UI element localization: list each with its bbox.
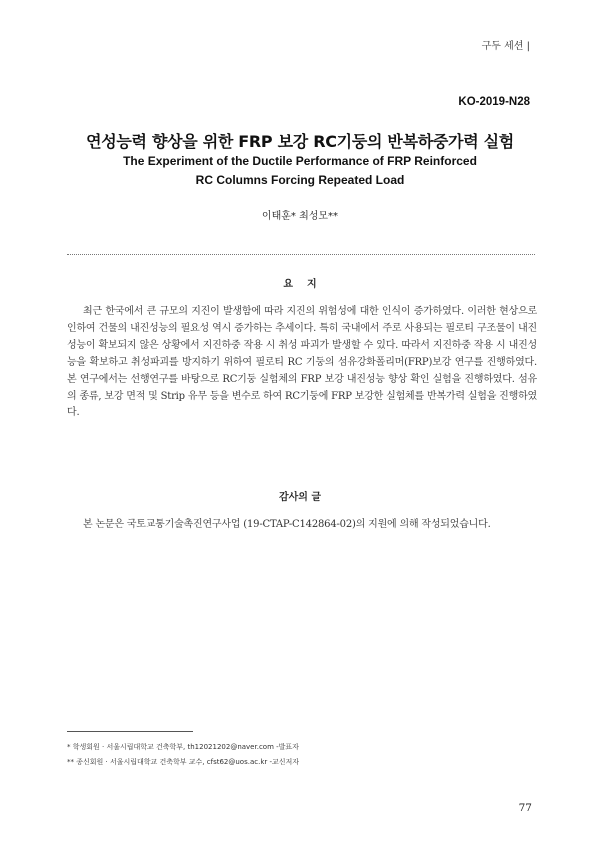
abstract-heading: 요지 bbox=[283, 279, 331, 290]
dotted-divider bbox=[67, 254, 535, 255]
footnote-first-author: * 학생회원 · 서울시립대학교 건축학부, th12021202@naver.com -발표자 bbox=[67, 743, 299, 751]
title-korean: 연성능력 향상을 위한 FRP 보강 RC기둥의 반복하중가력 실험 bbox=[86, 132, 514, 151]
session-label: 구두 세션 | bbox=[481, 41, 530, 52]
acknowledgement-body: 본 논문은 국토교통기술촉진연구사업 (19-CTAP-C142864-02)의 지원에 의해 작성되었습니다. bbox=[83, 519, 491, 530]
paper-code: KO-2019-N28 bbox=[458, 96, 530, 108]
footnote-corresponding-author: ** 종신회원 · 서울시립대학교 건축학부 교수, cfst62@uos.ac.kr -교신저자 bbox=[67, 758, 300, 766]
page-number: 77 bbox=[518, 802, 532, 814]
acknowledgement-heading: 감사의 글 bbox=[278, 492, 322, 503]
footnote-rule bbox=[67, 731, 193, 732]
title-english-line2: RC Columns Forcing Repeated Load bbox=[195, 173, 405, 187]
abstract-body: 최근 한국에서 큰 규모의 지진이 발생함에 따라 지진의 위험성에 대한 인식이 증가하였다. 이러한 현상으로 인하여 건물의 내진성능의 필요성 역시 증가하는 추세이다. 특히 국내에서 주로 사용되는 필로티 구조물이 내진성능이 확보되지 않은 상황에서 지진하중 작용 시 취성 파괴가 발생할 수 있다. 따라서 지진하중 작용 시 내진성능을 확보하고 취성파괴를 방지하기 위하여 필로티 RC 기둥의 섬유강화폴리머(FRP)보강 연구를 진행하였다. 본 연구에서는 선행연구를 바탕으로 RC기둥 실험체의 FRP 보강 내진성능 향상 확인 실험을 진행하였다. 섬유의 종류, 보강 면적 및 Strip 유무 등을 변수로 하여 RC기둥에 FRP 보강한 실험체를 반복가력 실험을 진행하였다. bbox=[67, 306, 537, 419]
author-list: 이태훈* 최성모** bbox=[261, 211, 339, 222]
title-english-line1: The Experiment of the Ductile Performance of FRP Reinforced bbox=[123, 154, 477, 168]
